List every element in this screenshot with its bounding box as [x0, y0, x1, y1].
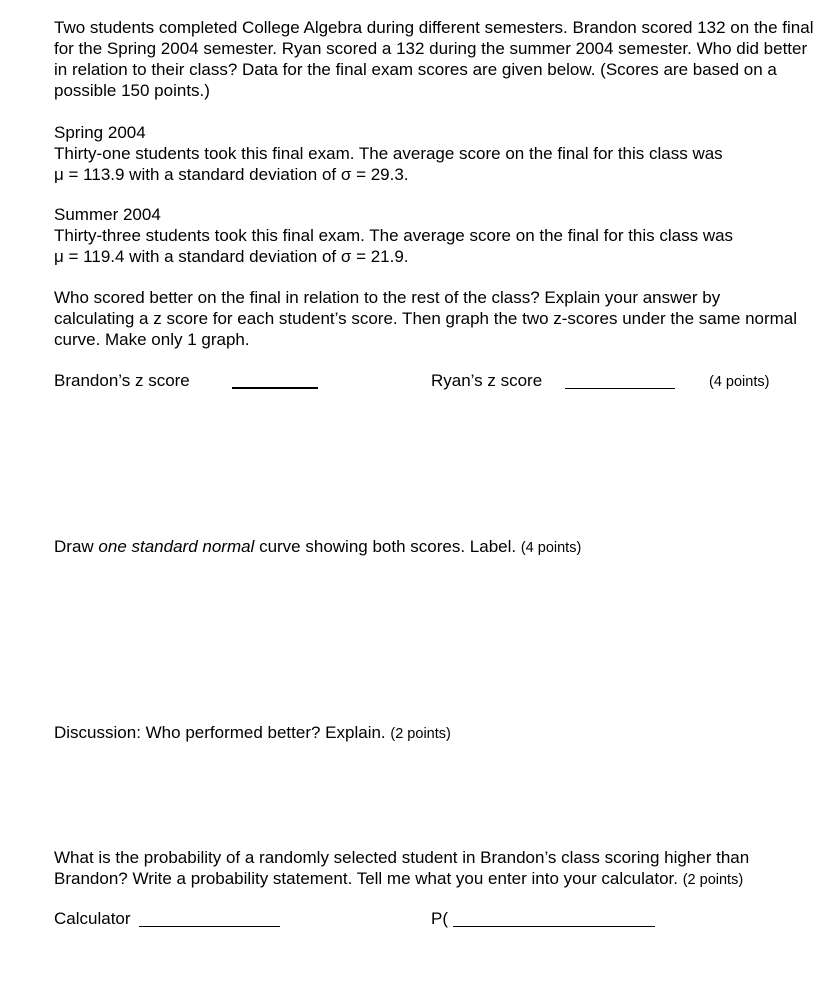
probability-text: What is the probability of a randomly selected student in Brandon’s class scoring higher than Brandon? Write a probability statement. Tell me what you enter into your calculator.	[54, 848, 750, 888]
summer-line-2: μ = 119.4 with a standard deviation of σ = 21.9.	[54, 247, 409, 266]
spring-section	[54, 122, 814, 185]
summer-line-1: Thirty-three students took this final exam. The average score on the final for this class was	[54, 226, 734, 245]
discussion-prompt	[54, 722, 451, 745]
draw-italic: one standard normal	[98, 537, 255, 556]
spring-heading: Spring 2004	[54, 123, 146, 142]
probability-statement-label: P(	[431, 909, 448, 928]
ryan-z-label: Ryan’s z score	[431, 371, 543, 390]
probability-prompt	[54, 847, 819, 891]
discussion-text: Discussion: Who performed better? Explain.	[54, 723, 386, 742]
spring-line-1: Thirty-one students took this final exam. The average score on the final for this class was	[54, 144, 723, 163]
draw-instruction	[54, 536, 581, 559]
calculator-label: Calculator	[54, 909, 131, 928]
probability-points: (2 points)	[682, 872, 744, 888]
zscore-points: (4 points)	[709, 374, 770, 390]
calculator-blank[interactable]	[139, 926, 280, 927]
ryan-z-blank[interactable]	[565, 388, 675, 389]
intro-paragraph: Two students completed College Algebra during different semesters. Brandon scored 132 on the final for the Spring 2004 semester. Ryan scored a 132 during the summer 2004 semester. Who did better in relation to their class? Data for the final exam scores are given below. (Scores are based on a possible 150 points.)	[54, 18, 814, 100]
draw-points: (4 points)	[520, 540, 582, 556]
draw-pre: Draw	[54, 537, 99, 556]
brandon-z-blank[interactable]	[232, 387, 318, 389]
summer-heading: Summer 2004	[54, 205, 161, 224]
draw-post: curve showing both scores. Label.	[254, 537, 517, 556]
discussion-points: (2 points)	[390, 726, 451, 742]
probability-statement-blank[interactable]	[453, 926, 655, 927]
question-paragraph: Who scored better on the final in relation to the rest of the class? Explain your answer by calculating a z score for each student’s score. Then graph the two z-scores under the same normal curve. Make only 1 graph.	[54, 288, 798, 349]
brandon-z-label: Brandon’s z score	[54, 371, 190, 390]
summer-section	[54, 204, 814, 267]
spring-line-2: μ = 113.9 with a standard deviation of σ = 29.3.	[54, 165, 409, 184]
